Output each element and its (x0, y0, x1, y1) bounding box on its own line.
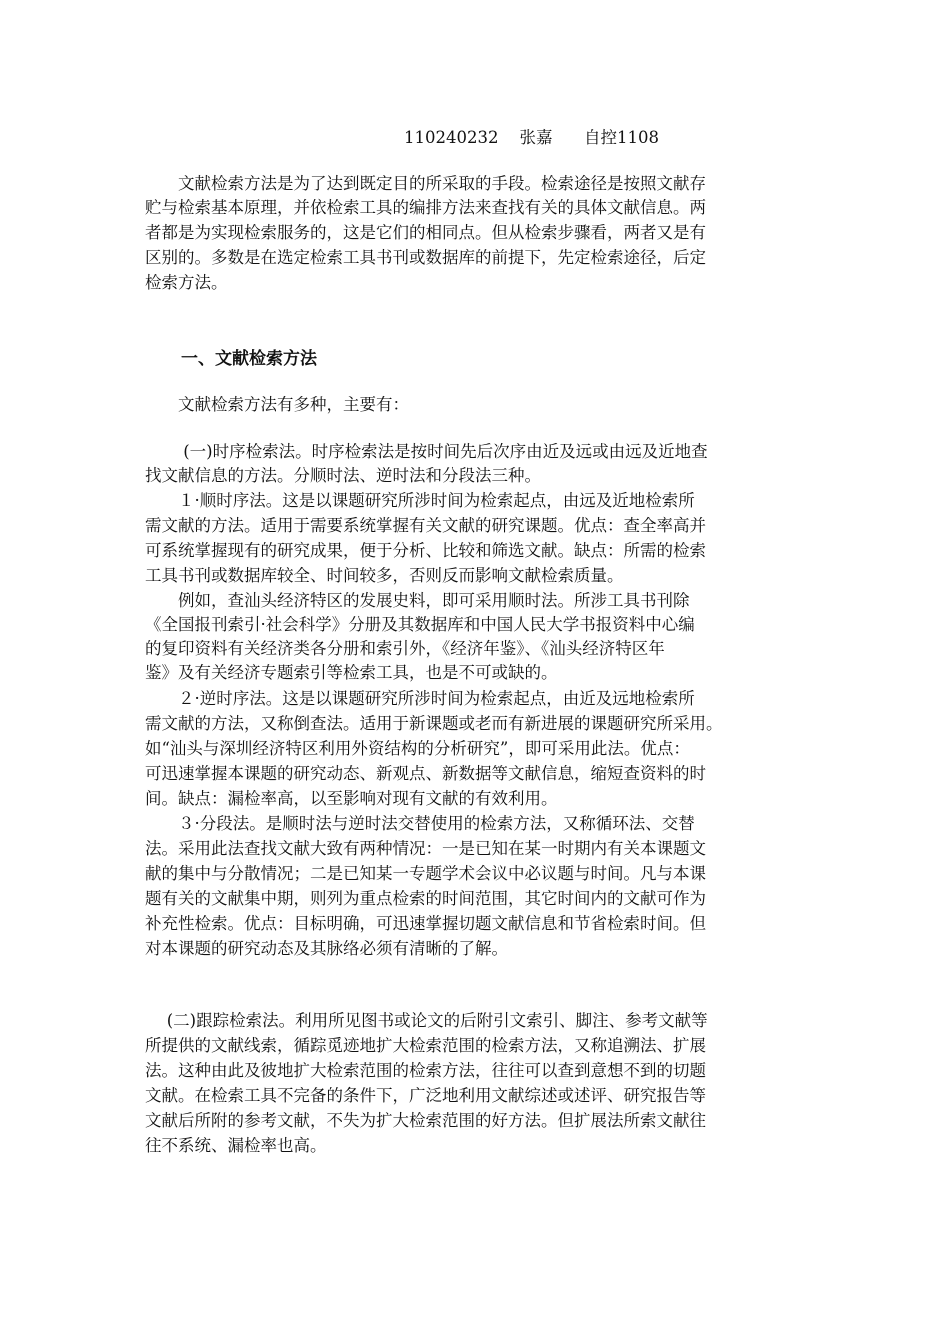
tracking-line: 往不系统、漏检率也高。 (145, 1136, 327, 1155)
body-line: ３·分段法。是顺时法与逆时法交替使用的检索方法，又称循环法、交替 (145, 814, 695, 833)
body-line: 鉴》及有关经济专题索引等检索工具，也是不可或缺的。 (145, 663, 558, 682)
body-line: 可系统掌握现有的研究成果，便于分析、比较和筛选文献。缺点：所需的检索 (145, 541, 706, 560)
tracking-line: 文献后所附的参考文献，不失为扩大检索范围的好方法。但扩展法所索文献往 (145, 1111, 706, 1130)
body-line: 法。采用此法查找文献大致有两种情况：一是已知在某一时期内有关本课题文 (145, 839, 706, 858)
body-line: 如“汕头与深圳经济特区利用外资结构的分析研究”，即可采用此法。优点： (145, 739, 690, 758)
section-heading: 一、文献检索方法 (181, 349, 317, 369)
body-line: 《全国报刊索引·社会科学》分册及其数据库和中国人民大学书报资料中心编 (145, 615, 695, 634)
body-line: 的复印资料有关经济类各分册和索引外，《经济年鉴》、《汕头经济特区年 (145, 639, 665, 658)
body-line: ２·逆时序法。这是以课题研究所涉时间为检索起点，由近及远地检索所 (145, 689, 695, 708)
body-line: 对本课题的研究动态及其脉络必须有清晰的了解。 (145, 939, 508, 958)
body-line: 可迅速掌握本课题的研究动态、新观点、新数据等文献信息，缩短查资料的时 (145, 764, 706, 783)
intro-line: 者都是为实现检索服务的，这是它们的相同点。但从检索步骤看，两者又是有 (145, 223, 706, 242)
tracking-line: 所提供的文献线索，循踪觅迹地扩大检索范围的检索方法，又称追溯法、扩展 (145, 1036, 706, 1055)
student-class: 自控1108 (583, 128, 659, 147)
section-lead: 文献检索方法有多种，主要有： (145, 395, 409, 414)
student-id: 110240232 (404, 128, 499, 147)
body-line: (一)时序检索法。时序检索法是按时间先后次序由近及远或由远及近地查 (145, 442, 708, 461)
body-line: １·顺时序法。这是以课题研究所涉时间为检索起点，由远及近地检索所 (145, 491, 695, 510)
body-line: 补充性检索。优点：目标明确，可迅速掌握切题文献信息和节省检索时间。但 (145, 914, 706, 933)
tracking-line: 法。这种由此及彼地扩大检索范围的检索方法，往往可以查到意想不到的切题 (145, 1061, 706, 1080)
intro-line: 区别的。多数是在选定检索工具书刊或数据库的前提下，先定检索途径，后定 (145, 248, 706, 267)
body-line: 献的集中与分散情况；二是已知某一专题学术会议中必议题与时间。凡与本课 (145, 864, 706, 883)
body-line: 例如，查汕头经济特区的发展史料，即可采用顺时法。所涉工具书刊除 (145, 591, 690, 610)
author-header (404, 126, 659, 150)
body-line: 工具书刊或数据库较全、时间较多，否则反而影响文献检索质量。 (145, 566, 624, 585)
body-line: 需文献的方法，又称倒查法。适用于新课题或老而有新进展的课题研究所采用。 (145, 714, 723, 733)
body-line: 间。缺点：漏检率高，以至影响对现有文献的有效利用。 (145, 789, 558, 808)
intro-line: 检索方法。 (145, 273, 228, 292)
intro-line: 文献检索方法是为了达到既定目的所采取的手段。检索途径是按照文献存 (145, 174, 706, 193)
intro-line: 贮与检索基本原理，并依检索工具的编排方法来查找有关的具体文献信息。两 (145, 198, 706, 217)
tracking-line: (二)跟踪检索法。利用所见图书或论文的后附引文索引、脚注、参考文献等 (145, 1011, 708, 1030)
body-line: 需文献的方法。适用于需要系统掌握有关文献的研究课题。优点：查全率高并 (145, 516, 706, 535)
body-line: 找文献信息的方法。分顺时法、逆时法和分段法三种。 (145, 466, 541, 485)
body-line: 题有关的文献集中期，则列为重点检索的时间范围，其它时间内的文献可作为 (145, 889, 706, 908)
student-name: 张嘉 (519, 128, 553, 147)
tracking-line: 文献。在检索工具不完备的条件下，广泛地利用文献综述或述评、研究报告等 (145, 1086, 706, 1105)
